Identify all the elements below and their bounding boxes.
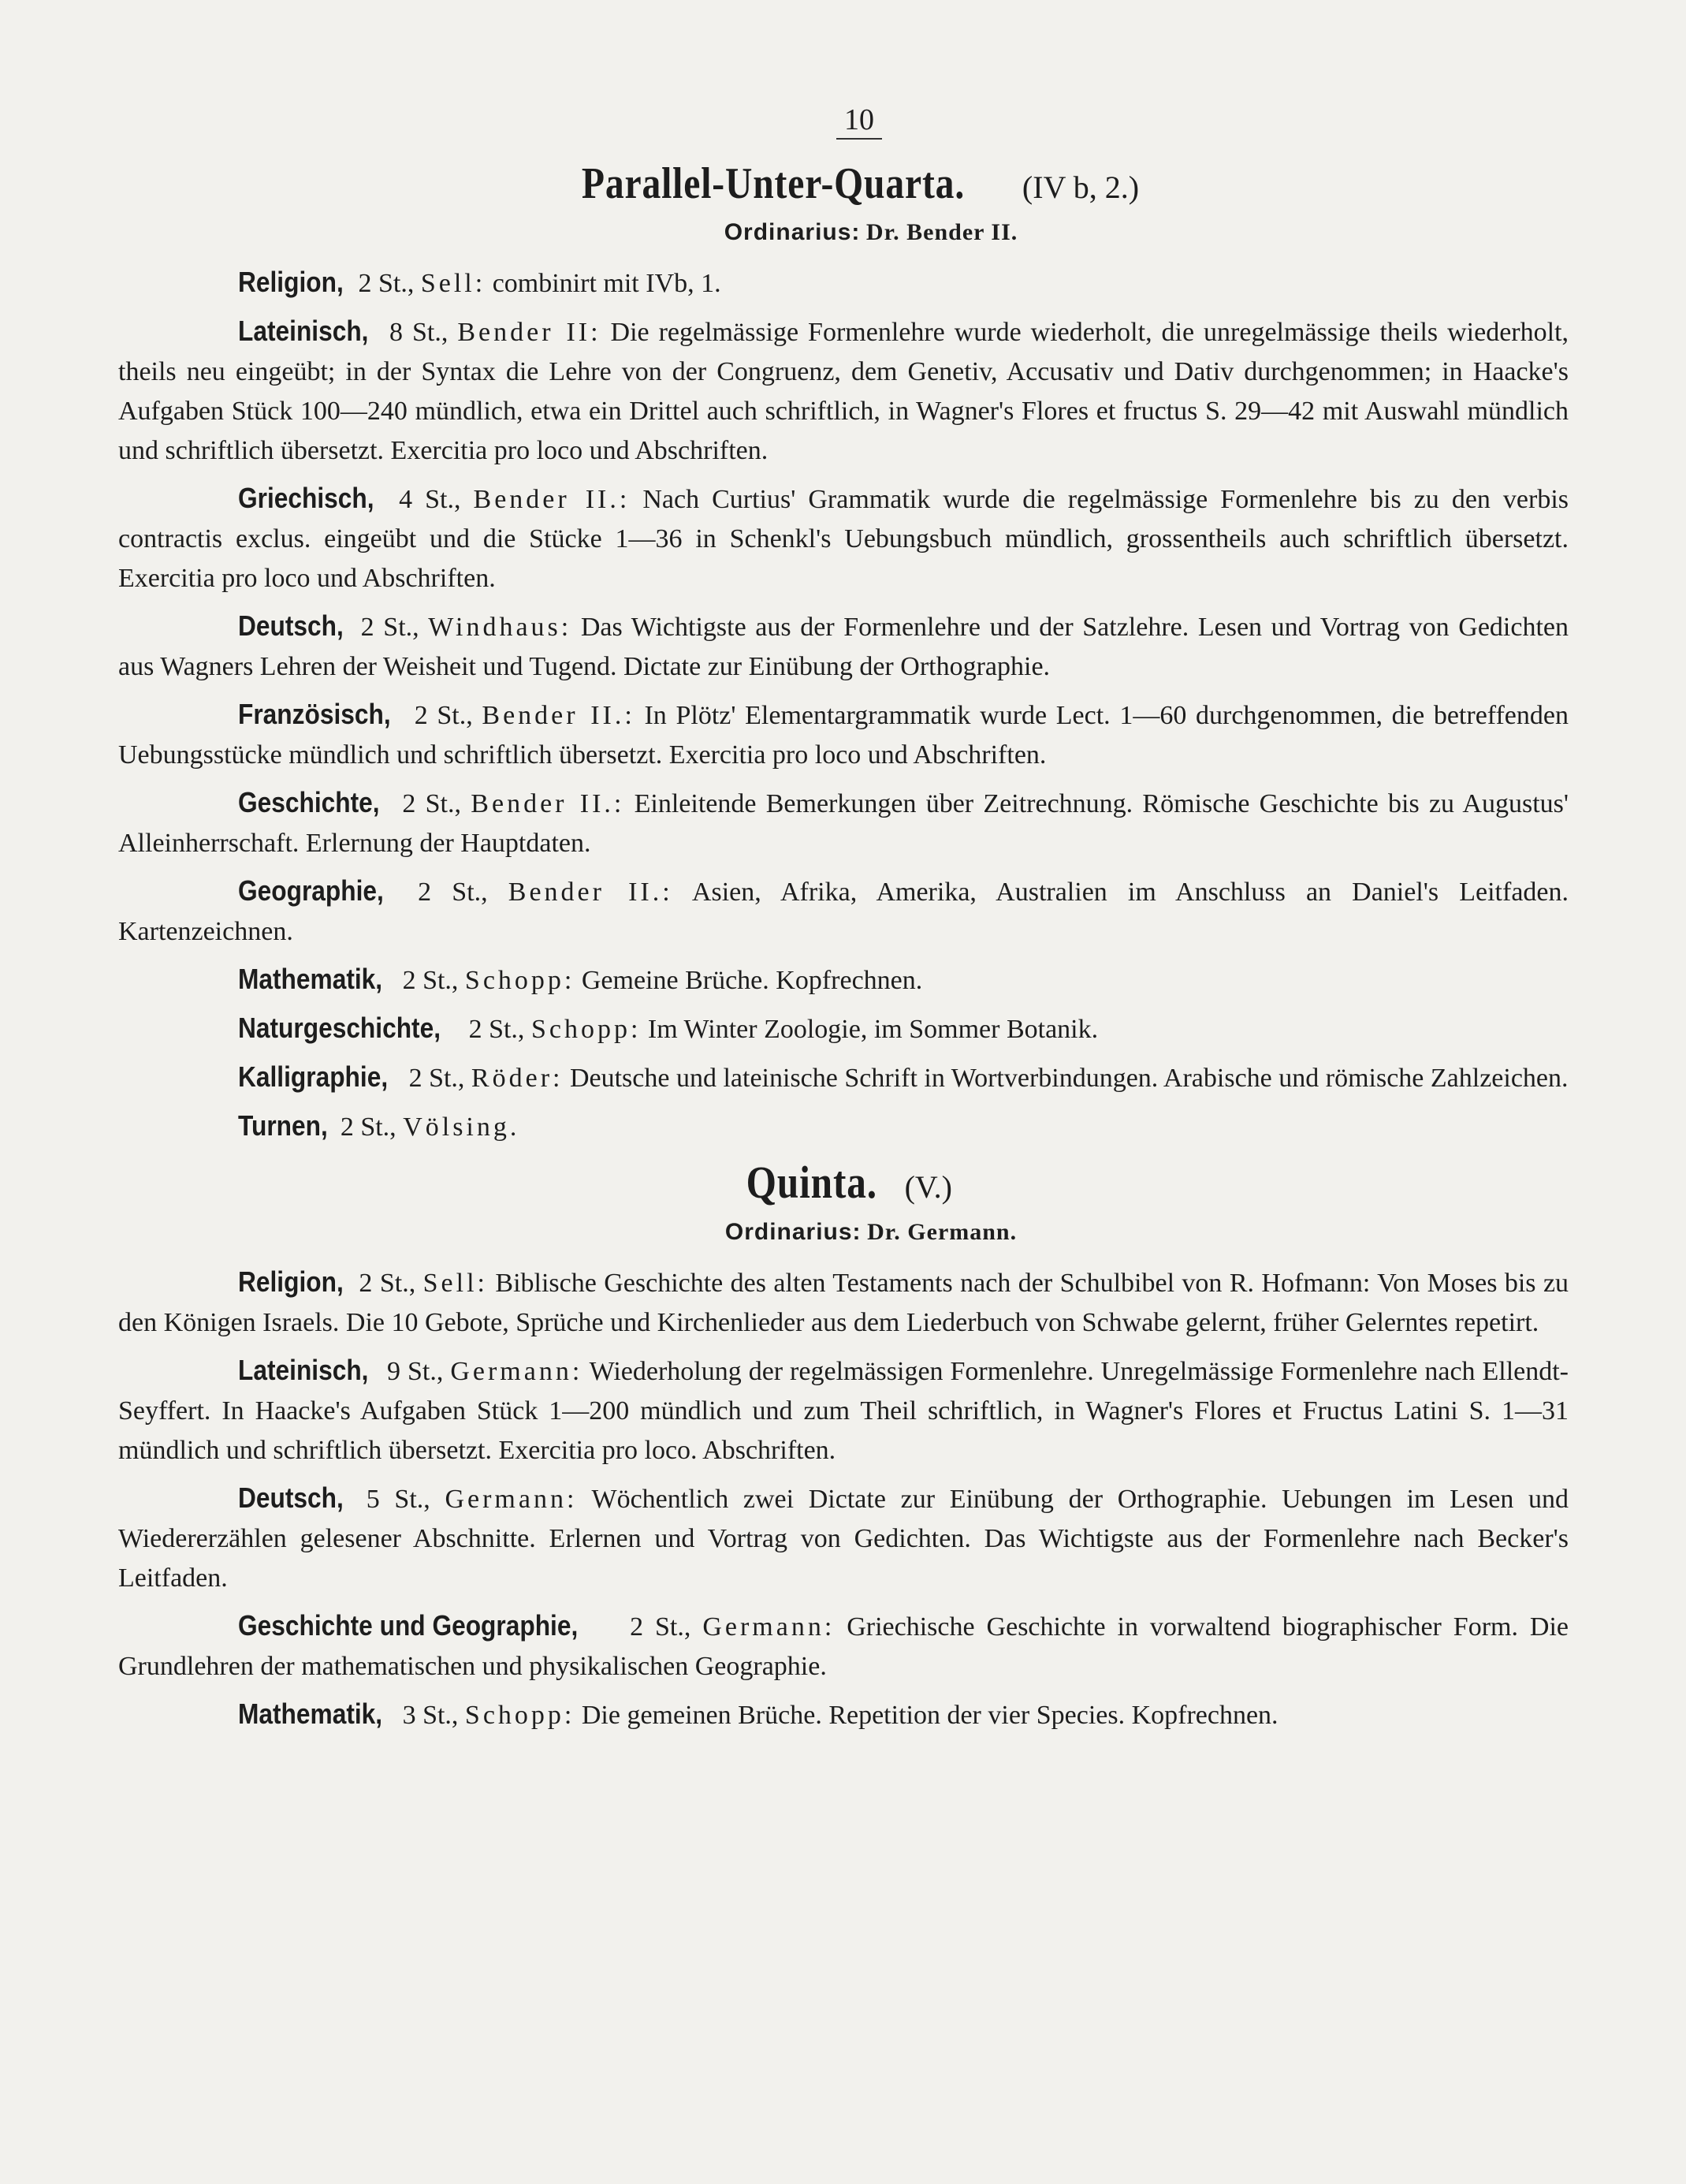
- entry-turnen: Turnen, 2 St., Völsing.: [238, 1109, 520, 1142]
- entry-lateinisch: Lateinisch, 8 St., Bender II: Die regelmässige Formenlehre wurde wiederholt, die unregelmässige theils wiederholt, theils neu eingeübt; in der Syntax die Lehre von der Congruenz, dem Genetiv, Accusativ und Dativ durchgenommen; in Haacke's Aufgaben Stück 100—240 mündlich, etwa ein Drittel auch schriftlich, in Wagner's Flores et fructus S. 29—42 mit Auswahl mündlich und schriftlich übersetzt. Exercitia pro loco und Abschriften.: [118, 315, 1569, 465]
- entry-naturgeschichte: Naturgeschichte, 2 St., Schopp: Im Winter Zoologie, im Sommer Botanik.: [238, 1012, 1099, 1044]
- section-heading: Quinta.: [746, 1157, 877, 1208]
- entry-mathematik: Mathematik, 3 St., Schopp: Die gemeinen Brüche. Repetition der vier Species. Kopfrechnen.: [238, 1698, 1278, 1730]
- entry-deutsch: Deutsch, 2 St., Windhaus: Das Wichtigste aus der Formenlehre und der Satzlehre. Lesen und Vortrag von Gedichten aus Wagners Lehren der Weisheit und Tugend. Dictate zur Einübung der Orthographie.: [118, 609, 1569, 681]
- entry-geschichte: Geschichte, 2 St., Bender II.: Einleitende Bemerkungen über Zeitrechnung. Römische Geschichte bis zu Augustus' Alleinherrschaft. Erlernung der Hauptdaten.: [118, 786, 1569, 858]
- entry-mathematik: Mathematik, 2 St., Schopp: Gemeine Brüche. Kopfrechnen.: [238, 963, 923, 995]
- document-page: [118, 102, 1569, 1735]
- entry-religion: Religion, 2 St., Sell: Biblische Geschichte des alten Testaments nach der Schulbibel von R. Hofmann: Von Moses bis zu den Königen Israels. Die 10 Gebote, Sprüche und Kirchenlieder aus dem Liederbuch von Schwabe gelernt, früher Gelerntes repetirt.: [118, 1265, 1569, 1337]
- entries-list: [118, 263, 1569, 1147]
- entry-kalligraphie: Kalligraphie, 2 St., Röder: Deutsche und lateinische Schrift in Wortverbindungen. Arabische und römische Zahlzeichen.: [238, 1060, 1569, 1093]
- entries-list: [118, 1262, 1569, 1735]
- section-subtitle: (IV b, 2.): [1022, 170, 1140, 205]
- section-title-quinta: [118, 1157, 1569, 1209]
- entry-lateinisch: Lateinisch, 9 St., Germann: Wiederholung der regelmässigen Formenlehre. Unregelmässige Formenlehre nach Ellendt-Seyffert. In Haacke's Aufgaben Stück 1—200 mündlich und zum Theil schriftlich, in Wagner's Flores et Fructus Latini S. 1—31 mündlich und schriftlich übersetzt. Exercitia pro loco. Abschriften.: [118, 1354, 1569, 1465]
- entry-religion: Religion, 2 St., Sell: combinirt mit IVb, 1.: [238, 266, 721, 298]
- entry-geschichte-geographie: Geschichte und Geographie, 2 St., Germann: Griechische Geschichte in vorwaltend biographischer Form. Die Grundlehren der mathematischen und physikalischen Geographie.: [118, 1609, 1569, 1681]
- ordinarius-line: Ordinarius: Dr. Germann.: [724, 1219, 1018, 1245]
- ordinarius-line: Ordinarius: Dr. Bender II.: [724, 219, 1018, 245]
- entry-deutsch: Deutsch, 5 St., Germann: Wöchentlich zwei Dictate zur Einübung der Orthographie. Uebungen im Lesen und Wiedererzählen gelesener Abschnitte. Erlernen und Vortrag von Gedichten. Das Wichtigste aus der Formenlehre nach Becker's Leitfaden.: [118, 1481, 1569, 1593]
- entry-geographie: Geographie, 2 St., Bender II.: Asien, Afrika, Amerika, Australien im Anschluss an Daniel's Leitfaden. Kartenzeichnen.: [118, 874, 1569, 946]
- section-title-parallel-unter-quarta: [118, 159, 1569, 209]
- entry-franzoesisch: Französisch, 2 St., Bender II.: In Plötz' Elementargrammatik wurde Lect. 1—60 durchgenommen, die betreffenden Uebungsstücke mündlich und schriftlich übersetzt. Exercitia pro loco und Abschriften.: [118, 698, 1569, 770]
- section-heading: Parallel-Unter-Quarta.: [581, 159, 966, 208]
- section-subtitle: (V.): [904, 1169, 952, 1205]
- entry-griechisch: Griechisch, 4 St., Bender II.: Nach Curtius' Grammatik wurde die regelmässige Formenlehre bis zu den verbis contractis exclus. eingeübt und die Stücke 1—36 in Schenkl's Uebungsbuch mündlich, grossentheils auch schriftlich übersetzt. Exercitia pro loco und Abschriften.: [118, 482, 1569, 593]
- page-number: 10: [150, 102, 1569, 137]
